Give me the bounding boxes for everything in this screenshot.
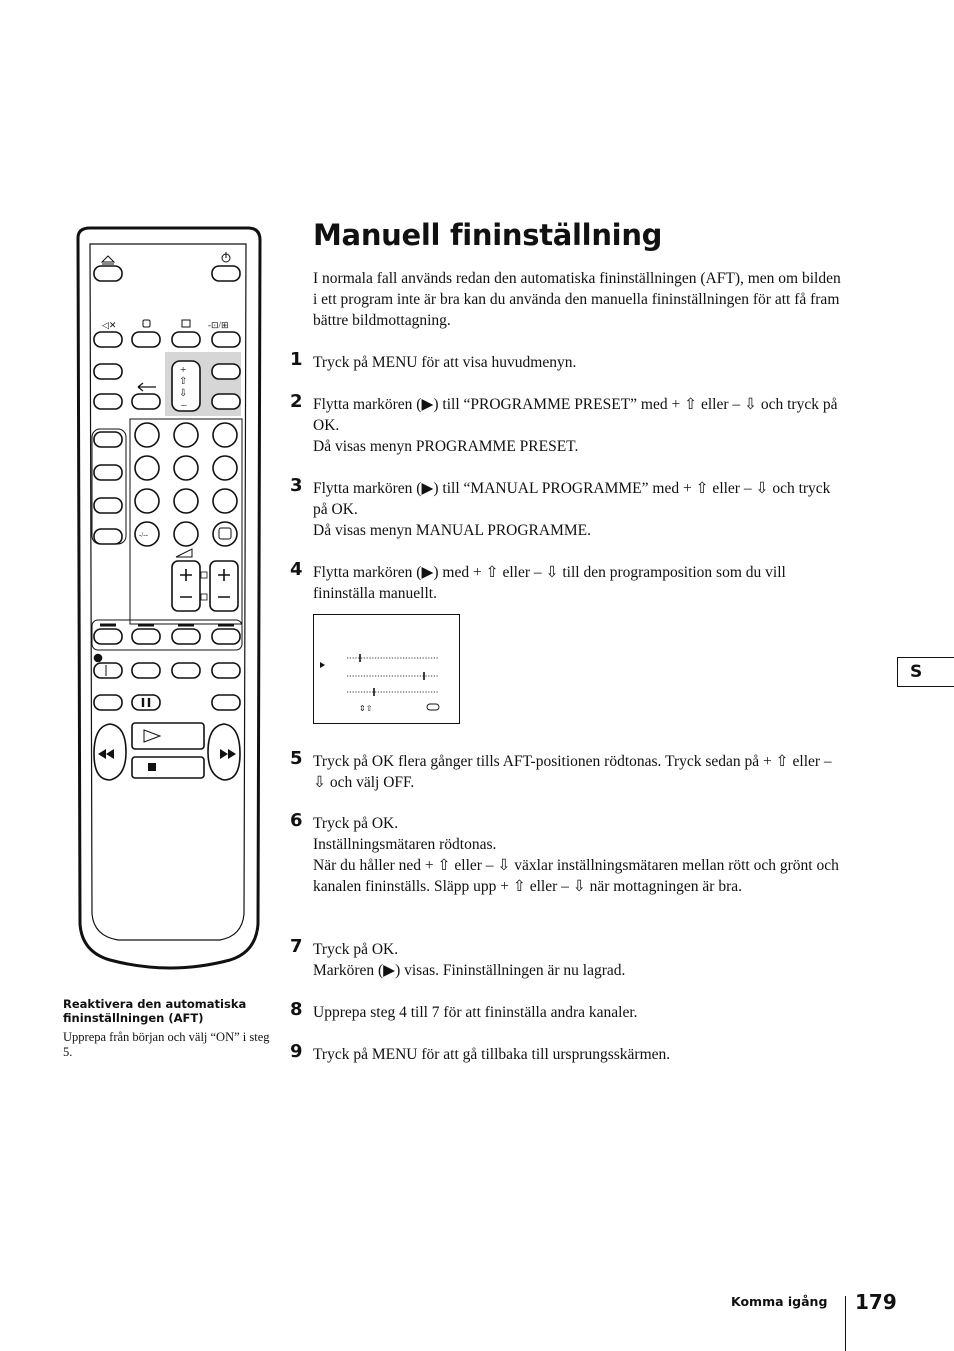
step-1: [290, 349, 850, 373]
power-button: [212, 266, 240, 281]
back-arrow-icon: [138, 383, 156, 391]
screen-icon: [143, 320, 150, 327]
stop-button: [132, 757, 204, 778]
step-text: Då visas menyn MANUAL PROGRAMME.: [313, 522, 591, 539]
remote-inner-panel: [90, 244, 246, 940]
side-button-1: [94, 432, 122, 447]
svg-text:⇧: ⇧: [179, 376, 188, 387]
step-number: 6: [290, 810, 303, 831]
number-button-7: [135, 489, 159, 513]
remote-control-illustration: [70, 224, 270, 979]
remote-body: [78, 228, 260, 968]
step-text: Upprepa steg 4 till 7 för att fininställa andra kanaler.: [313, 1004, 638, 1021]
step-text: Tryck på MENU för att gå tillbaka till ursprungsskärmen.: [313, 1046, 671, 1063]
info-button: [213, 522, 237, 546]
step-text: När du håller ned + ⇧ eller – ⇩ växlar inställningsmätaren mellan rött och grönt och kanalen fininställs. Släpp upp + ⇧ eller – ⇩ när mottagningen är bra.: [313, 857, 839, 895]
number-button-6: [213, 456, 237, 480]
red-button: [94, 629, 122, 644]
play-icon: [144, 730, 160, 742]
step-text: Flytta markören (▶) till “MANUAL PROGRAMME” med + ⇧ eller – ⇩ och tryck på OK.: [313, 480, 831, 518]
number-button-8: [174, 489, 198, 513]
vcr-button-4: [212, 663, 240, 678]
vcr-button-3: [172, 663, 200, 678]
record-button: [94, 663, 122, 678]
arrows-icon: ⇕⇧: [359, 704, 373, 713]
step-number: 5: [290, 748, 303, 769]
page-title: Manuell fininställning: [313, 218, 663, 252]
menu-button: [94, 364, 122, 379]
step-2: [290, 391, 850, 457]
sidebar-title: Reaktivera den automatiska fininställningen (AFT): [63, 997, 247, 1025]
play-button: [132, 723, 204, 749]
number-button-5: [174, 456, 198, 480]
step-text: Inställningsmätaren rödtonas.: [313, 836, 497, 853]
step-number: 7: [290, 936, 303, 957]
ok-button: [212, 394, 240, 409]
step-4: [290, 559, 850, 604]
right-button: [212, 364, 240, 379]
step-text: Då visas menyn PROGRAMME PRESET.: [313, 438, 579, 455]
yellow-button: [172, 629, 200, 644]
language-tab: S: [897, 657, 954, 687]
step-text: Tryck på MENU för att visa huvudmenyn.: [313, 354, 577, 371]
footer-divider: [845, 1296, 846, 1351]
step-number: 1: [290, 349, 303, 370]
step-text: Tryck på OK.: [313, 941, 399, 958]
side-button-3: [94, 498, 122, 513]
step-text: Markören (▶) visas. Fininställningen är nu lagrad.: [313, 962, 626, 979]
screen-button: [132, 332, 160, 347]
step-number: 9: [290, 1041, 303, 1062]
number-button-0: [174, 522, 198, 546]
vcr-button-7: [212, 695, 240, 710]
step-8: [290, 999, 850, 1023]
step-text: Tryck på OK.: [313, 815, 399, 832]
rewind-icon: [98, 749, 114, 759]
input-select-button: [212, 332, 240, 347]
program-up-down-icon: +: [180, 364, 187, 376]
step-number: 2: [290, 391, 303, 412]
svg-text:⇩: ⇩: [179, 388, 188, 399]
vcr-button-5: [94, 695, 122, 710]
step-number: 4: [290, 559, 303, 580]
mute-button: [94, 332, 122, 347]
number-button-3: [213, 423, 237, 447]
step-7: [290, 936, 850, 981]
ok-icon: [427, 704, 439, 710]
number-button-1: [135, 423, 159, 447]
cursor-icon: [320, 662, 325, 668]
channel-rocker: [210, 561, 238, 611]
tuning-meter-graphic: [314, 615, 459, 723]
step-text: Flytta markören (▶) till “PROGRAMME PRESET” med + ⇧ eller – ⇩ och tryck på OK.: [313, 396, 838, 434]
intro-paragraph: I normala fall används redan den automatiska fininställningen (AFT), men om bilden i ett program inte är bra kan du använda den manuella fininställningen för att få fram bättre bildmottagning.: [313, 270, 841, 329]
number-button-9: [213, 489, 237, 513]
number-button-2: [174, 423, 198, 447]
vcr-button-2: [132, 663, 160, 678]
step-5: [290, 748, 850, 793]
teletext-button: [172, 332, 200, 347]
step-text: Tryck på OK flera gånger tills AFT-positionen rödtonas. Tryck sedan på + ⇧ eller – ⇩ och välj OFF.: [313, 753, 832, 791]
left-button: [94, 394, 122, 409]
info-icon: [219, 528, 231, 539]
footer-section-name: Komma igång: [731, 1294, 828, 1309]
pause-icon: [143, 698, 149, 707]
volume-icon: [176, 549, 192, 557]
green-button: [132, 629, 160, 644]
step-number: 3: [290, 475, 303, 496]
pause-button: [132, 695, 160, 710]
number-button-4: [135, 456, 159, 480]
volume-rocker: [172, 561, 200, 611]
step-9: [290, 1041, 850, 1065]
tv-menu-illustration: [313, 614, 460, 724]
step-6: [290, 810, 850, 897]
teletext-icon: [182, 320, 190, 327]
back-button: [132, 394, 160, 409]
eject-icon: [102, 256, 114, 264]
fast-forward-icon: [220, 749, 236, 759]
eject-button: [94, 266, 122, 281]
sidebar-text: Upprepa från början och välj “ON” i steg 5.: [63, 1030, 270, 1059]
side-button-2: [94, 465, 122, 480]
stop-icon: [148, 763, 156, 771]
side-button-4: [94, 529, 122, 544]
step-3: [290, 475, 850, 541]
blue-button: [212, 629, 240, 644]
step-number: 8: [290, 999, 303, 1020]
page-number: 179: [855, 1290, 897, 1314]
input-select-icon: -⊡/⊞: [208, 320, 229, 330]
svg-text:–: –: [181, 399, 187, 411]
record-icon: [95, 655, 102, 662]
step-text: Flytta markören (▶) med + ⇧ eller – ⇩ till den programposition som du vill fininställa manuellt.: [313, 564, 786, 602]
mute-icon: ◁✕: [102, 320, 117, 330]
svg-text:-/--: -/--: [139, 531, 148, 539]
